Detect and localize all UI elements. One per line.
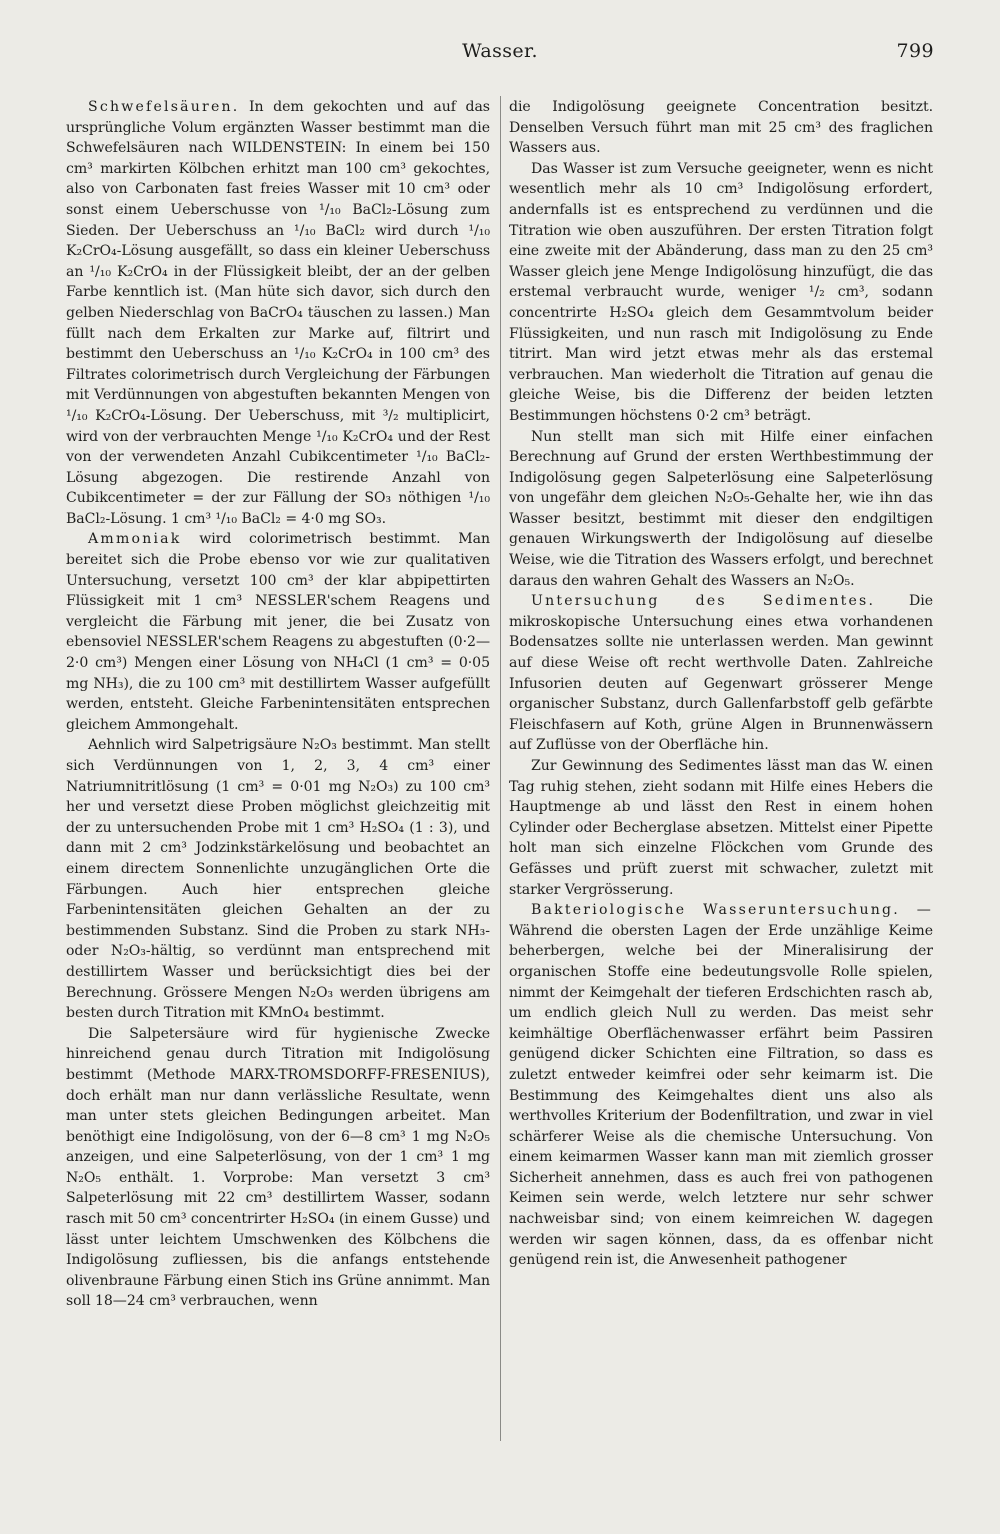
paragraph-text: In dem gekochten und auf das ursprüngliche Volum ergänzten Wasser bestimmt man die Schwefelsäuren nach WILDENSTEIN: In einem bei 150 cm³ markirten Kölbchen erhitzt man 100 cm³ gekochtes, also von Carbonaten fast freies Wasser mit 10 cm³ oder sonst einem Ueberschusse von ¹/₁₀ BaCl₂-Lösung zum Sieden. Der Ueberschuss an ¹/₁₀ BaCl₂ wird durch ¹/₁₀ K₂CrO₄-Lösung ausgefällt, so dass ein kleiner Ueberschuss an ¹/₁₀ K₂CrO₄ in der Flüssigkeit bleibt, der an der gelben Farbe kenntlich ist. (Man hüte sich davor, sich durch den gelben Niederschlag von BaCrO₄ täuschen zu lassen.) Man füllt nach dem Erkalten zur Marke auf, filtrirt und bestimmt den Ueberschuss an ¹/₁₀ K₂CrO₄ in 100 cm³ des Filtrates colorimetrisch durch Vergleichung der Färbungen mit Verdünnungen von abgestuften bekannten Mengen von ¹/₁₀ K₂CrO₄-Lösung. Der Ueberschuss, mit ³/₂ multiplicirt, wird von der verbrauchten Menge ¹/₁₀ K₂CrO₄ und der Rest von der verwendeten Anzahl Cubikcentimeter ¹/₁₀ BaCl₂-Lösung abgezogen. Die restirende Anzahl von Cubikcentimeter = der zur Fällung der SO₃ nöthigen ¹/₁₀ BaCl₂-Lösung. 1 cm³ ¹/₁₀ BaCl₂ = 4·0 mg SO₃.: [66, 99, 490, 527]
column-divider: [500, 96, 501, 1441]
paragraph-ammoniak: [66, 529, 490, 735]
paragraph-salpetrigsaeure: [66, 735, 490, 1023]
paragraph-text: Das Wasser ist zum Versuche geeigneter, wenn es nicht wesentlich mehr als 10 cm³ Indigolösung erfordert, andernfalls ist es entsprechend zu verdünnen und die Titration wie oben auszuführen. Der ersten Titration folgt eine zweite mit der Abänderung, dass man zu den 25 cm³ Wasser gleich jene Menge Indigolösung hinzufügt, die das erstemal verbraucht wurde, weniger ¹/₂ cm³, sodann concentrirte H₂SO₄ gleich dem Gesammtvolum beider Flüssigkeiten, und nun rasch mit Indigolösung zu Ende titrirt. Man wird jetzt etwas mehr als das erstemal verbrauchen. Man wiederholt die Titration auf genau die gleiche Weise, bis die Differenz der beiden letzten Bestimmungen höchstens 0·2 cm³ beträgt.: [509, 160, 933, 424]
left-column: [66, 97, 490, 1312]
paragraph-text: Die mikroskopische Untersuchung eines etwa vorhandenen Bodensatzes sollte nie unterlassen werden. Man gewinnt auf diese Weise oft recht werthvolle Daten. Zahlreiche Infusorien deuten auf Gegenwart grösserer Menge organischer Substanz, durch Gallenfarbstoff gelb gefärbte Fleischfasern auf Koth, grüne Algen in Brunnenwässern auf Zuflüsse von der Oberfläche hin.: [509, 593, 933, 754]
paragraph-gewinnung: [509, 756, 933, 900]
paragraph-schwefelsaeuren: [66, 97, 490, 529]
paragraph-continued: [509, 97, 933, 159]
page-number: 799: [896, 40, 934, 62]
running-head: [66, 40, 934, 70]
paragraph-text: wird für hygienische Zwecke hinreichend genau durch Titration mit Indigolösung bestimmt (Methode MARX-TROMSDORFF-FRESENIUS), doch erhält man nur dann verlässliche Resultate, wenn man unter stets gleichen Bedingungen arbeitet. Man benöthigt eine Indigolösung, von der 6—8 cm³ 1 mg N₂O₅ anzeigen, und eine Salpeterlösung, von der 1 cm³ 1 mg N₂O₅ enthält. 1. Vorprobe: Man versetzt 3 cm³ Salpeterlösung mit 22 cm³ destillirtem Wasser, sodann rasch mit 50 cm³ concentrirter H₂SO₄ (in einem Gusse) und lässt unter leichtem Umschwenken des Kölbchens die Indigolösung zufliessen, bis die anfangs entstehende olivenbraune Färbung einen Stich ins Grüne annimmt. Man soll 18—24 cm³ verbrauchen, wenn: [66, 1025, 490, 1310]
right-column: [509, 97, 933, 1271]
paragraph-lead: Ammoniak: [88, 531, 182, 548]
paragraph-versuch: [509, 159, 933, 427]
paragraph-sediment: [509, 591, 933, 756]
paragraph-lead: Die Salpetersäure: [88, 1025, 230, 1042]
paragraph-salpetersaeure: [66, 1024, 490, 1312]
paragraph-lead: Aehnlich wird: [88, 737, 188, 754]
paragraph-text: Während die obersten Lagen der Erde unzählige Keime beherbergen, welche bei der Mineralisirung der organischen Stoffe eine bedeutungsvolle Rolle spielen, nimmt der Keimgehalt der tieferen Erdschichten rasch ab, um endlich gleich Null zu werden. Das meist sehr keimhältige Oberflächenwasser erfährt beim Passiren genügend dicker Schichten eine Filtration, so dass es zuletzt entweder keimfrei oder sehr keimarm ist. Die Bestimmung des Keimgehaltes dient uns also als werthvolles Kriterium der Bodenfiltration, und zwar in viel schärferer Weise als die chemische Untersuchung. Von einem keimarmen Wasser kann man mit ziemlich grosser Sicherheit annehmen, dass es auch frei von pathogenen Keimen sein werde, welch letztere nur sehr schwer nachweisbar sind; von einem keimreichen W. dagegen werden wir sagen können, dass, da es offenbar nicht genügend rein ist, die Anwesenheit pathogener: [509, 922, 933, 1269]
paragraph-text: Nun stellt man sich mit Hilfe einer einfachen Berechnung auf Grund der ersten Werthbestimmung der Indigolösung gegen Salpeterlösung eine Salpeterlösung von ungefähr dem gleichen N₂O₅-Gehalte her, wie ihn das Wasser besitzt, bestimmt mit dieser den endgiltigen genauen Wirkungswerth der Indigolösung auf dieselbe Weise, wie die Titration des Wassers erfolgt, und berechnet daraus den wahren Gehalt des Wassers an N₂O₅.: [509, 428, 933, 589]
paragraph-text: wird colorimetrisch bestimmt. Man bereitet sich die Probe ebenso vor wie zur qualitativen Untersuchung, versetzt 100 cm³ der klar abpipettirten Flüssigkeit mit 1 cm³ NESSLER'schem Reagens und vergleicht die Färbung mit jener, die bei Zusatz von ebensoviel NESSLER'schem Reagens zu abgestuften (0·2—2·0 cm³) Mengen einer Lösung von NH₄Cl (1 cm³ = 0·05 mg NH₃), die zu 100 cm³ mit destillirtem Wasser aufgefüllt werden, entsteht. Gleiche Farbenintensitäten entsprechen gleichem Ammongehalt.: [66, 531, 490, 733]
paragraph-text: Zur Gewinnung des Sedimentes lässt man das W. einen Tag ruhig stehen, zieht sodann mit Hilfe eines Hebers die Hauptmenge ab und lässt den Rest in einem hohen Cylinder oder Becherglase absetzen. Mittelst einer Pipette holt man sich einzelne Flöckchen vom Grunde des Gefässes und prüft zuerst mit schwacher, zuletzt mit starker Vergrösserung.: [509, 758, 933, 898]
paragraph-text: Salpetrigsäure N₂O₃ bestimmt. Man stellt sich Verdünnungen von 1, 2, 3, 4 cm³ einer Natriumnitritlösung (1 cm³ = 0·01 mg N₂O₃) zu 100 cm³ her und versetzt diese Proben möglichst gleichzeitig mit der zu untersuchenden Probe mit 1 cm³ H₂SO₄ (1 : 3), und dann mit 2 cm³ Jodzinkstärkelösung und beobachtet an einem directem Sonnenlichte unzugänglichen Orte die Färbungen. Auch hier entsprechen gleiche Farbenintensitäten gleichen Gehalten an der zu bestimmenden Substanz. Sind die Proben zu stark NH₃- oder N₂O₃-hältig, so verdünnt man entsprechend mit destillirtem Wasser und berücksichtigt dies bei der Berechnung. Grössere Mengen N₂O₃ werden übrigens am besten durch Titration mit KMnO₄ bestimmt.: [66, 737, 490, 1022]
paragraph-bakteriologie: [509, 900, 933, 1271]
page-title: Wasser.: [462, 40, 538, 62]
paragraph-text: die Indigolösung geeignete Concentration besitzt. Denselben Versuch führt man mit 25 cm³ des fraglichen Wassers aus.: [509, 99, 933, 157]
paragraph-lead: Bakteriologische Wasseruntersuchung. —: [531, 902, 933, 919]
paragraph-lead: Schwefelsäuren.: [88, 99, 240, 115]
paragraph-berechnung: [509, 427, 933, 592]
paragraph-lead: Untersuchung des Sedimentes.: [531, 593, 876, 610]
